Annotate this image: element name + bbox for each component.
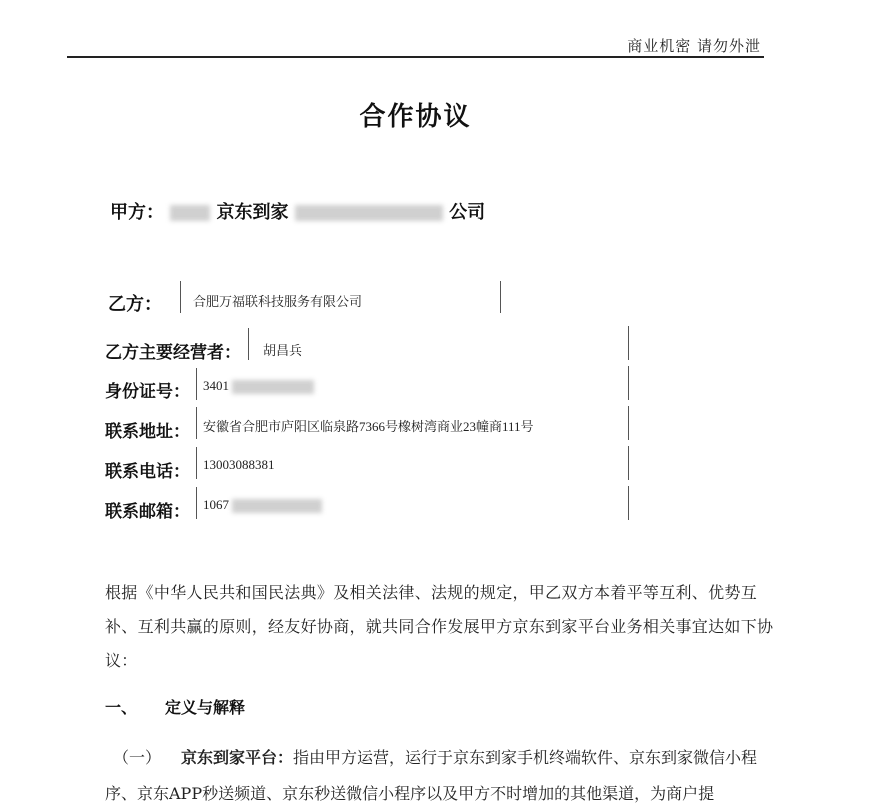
- document-title: 合作协议: [359, 102, 472, 132]
- table-border: [628, 486, 629, 520]
- phone-label: 联系电话：: [105, 462, 190, 482]
- party-a-name-part1: 京东到家: [216, 202, 289, 223]
- table-border: [628, 406, 629, 440]
- address-label: 联系地址：: [105, 422, 190, 442]
- table-border: [196, 447, 197, 479]
- header-divider: [67, 56, 764, 58]
- item-text: 指由甲方运营，运行于京东到家手机终端软件、京东到家微信小程序、京东APP秒送频道、京东秒送微信小程序以及甲方不时增加的其他渠道，为商户提: [105, 748, 758, 803]
- table-border: [196, 487, 197, 519]
- table-border: [500, 281, 501, 313]
- section-number: 一、: [105, 698, 138, 717]
- operator-value: 胡昌兵: [263, 343, 303, 358]
- email-label: 联系邮箱：: [105, 502, 190, 522]
- email-value: [203, 497, 322, 513]
- id-number-label: 身份证号：: [105, 382, 190, 402]
- table-border: [196, 368, 197, 400]
- table-border: [628, 366, 629, 400]
- table-border: [248, 328, 249, 360]
- email-prefix: 1067: [203, 497, 229, 512]
- redaction-blur: [295, 205, 443, 221]
- item-term: 京东到家平台：: [181, 748, 294, 767]
- operator-label: 乙方主要经营者：: [105, 343, 241, 363]
- phone-value: 13003088381: [203, 457, 275, 472]
- party-a-name-part2: 公司: [449, 202, 486, 223]
- section-heading: [105, 695, 245, 718]
- id-number-prefix: 3401: [203, 378, 229, 393]
- table-border: [628, 446, 629, 480]
- party-b-name: 合肥万福联科技服务有限公司: [193, 294, 363, 309]
- confidential-notice: 商业机密 请勿外泄: [627, 37, 761, 55]
- party-a-line: [110, 198, 485, 224]
- section-title: 定义与解释: [165, 698, 246, 717]
- table-border: [628, 326, 629, 360]
- item-number: （一）: [113, 748, 162, 767]
- intro-paragraph: 根据《中华人民共和国民法典》及相关法律、法规的规定，甲乙双方本着平等互利、优势互补、互利共赢的原则，经友好协商，就共同合作发展甲方京东到家平台业务相关事宜达如下协议：: [105, 583, 774, 670]
- table-border: [180, 281, 181, 313]
- redaction-blur: [170, 205, 210, 221]
- party-b-label: 乙方：: [108, 294, 162, 315]
- address-value: 安徽省合肥市庐阳区临泉路7366号橡树湾商业23幢商111号: [203, 419, 534, 434]
- id-number-value: [203, 378, 314, 394]
- party-a-label: 甲方：: [110, 202, 164, 223]
- redaction-blur: [232, 380, 314, 394]
- definition-item: [105, 740, 785, 812]
- table-border: [196, 407, 197, 439]
- redaction-blur: [232, 499, 322, 513]
